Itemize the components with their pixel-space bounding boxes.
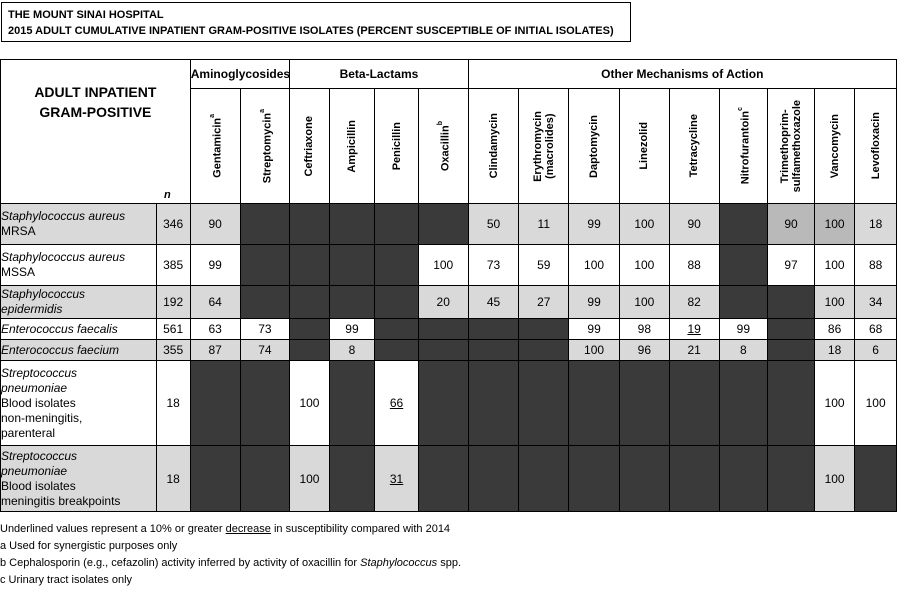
susceptibility-cell: 100 xyxy=(290,361,329,446)
susceptibility-cell: 100 xyxy=(814,286,854,319)
susceptibility-cell xyxy=(719,286,768,319)
susceptibility-cell xyxy=(719,446,768,512)
susceptibility-cell xyxy=(468,446,519,512)
organism-name: Streptococcus pneumoniae Blood isolates meningitis breakpoints xyxy=(1,446,157,512)
organism-name: Staphylococcus aureus MSSA xyxy=(1,245,157,286)
susceptibility-cell xyxy=(418,319,468,340)
table-row xyxy=(1,319,897,340)
susceptibility-cell xyxy=(418,361,468,446)
organism-name: Enterococcus faecalis xyxy=(1,319,157,340)
susceptibility-cell xyxy=(619,361,669,446)
susceptibility-cell: 59 xyxy=(519,245,569,286)
susceptibility-cell xyxy=(290,286,329,319)
susceptibility-cell: 99 xyxy=(569,319,620,340)
susceptibility-cell xyxy=(240,361,290,446)
susceptibility-cell xyxy=(190,361,240,446)
susceptibility-cell: 100 xyxy=(814,204,854,245)
susceptibility-cell xyxy=(375,319,419,340)
susceptibility-cell xyxy=(418,340,468,361)
susceptibility-cell xyxy=(329,245,375,286)
susceptibility-cell xyxy=(719,361,768,446)
susceptibility-cell xyxy=(240,245,290,286)
susceptibility-cell xyxy=(768,361,815,446)
susceptibility-cell: 68 xyxy=(855,319,897,340)
susceptibility-cell: 99 xyxy=(719,319,768,340)
table-row xyxy=(1,361,897,446)
susceptibility-cell: 100 xyxy=(814,361,854,446)
susceptibility-cell: 6 xyxy=(855,340,897,361)
footnote-underline: Underlined values represent a 10% or greater decrease in susceptibility compared with 2014 xyxy=(0,523,451,535)
susceptibility-cell: 11 xyxy=(519,204,569,245)
susceptibility-cell xyxy=(519,340,569,361)
susceptibility-cell xyxy=(468,361,519,446)
susceptibility-cell: 50 xyxy=(468,204,519,245)
susceptibility-cell: 90 xyxy=(190,204,240,245)
susceptibility-cell xyxy=(468,340,519,361)
susceptibility-cell xyxy=(240,204,290,245)
drug-header-12: Trimethoprim- sulfamethoxazole xyxy=(768,89,815,204)
susceptibility-cell xyxy=(329,286,375,319)
table-row xyxy=(1,204,897,245)
isolate-count: 355 xyxy=(156,340,190,361)
susceptibility-cell: 100 xyxy=(569,340,620,361)
susceptibility-cell: 74 xyxy=(240,340,290,361)
susceptibility-cell: 8 xyxy=(329,340,375,361)
drug-header-3: Ampicillin xyxy=(329,89,375,204)
susceptibility-cell: 99 xyxy=(190,245,240,286)
table-row xyxy=(1,286,897,319)
susceptibility-cell xyxy=(519,319,569,340)
antibiogram-table xyxy=(0,59,897,512)
susceptibility-cell: 18 xyxy=(855,204,897,245)
organism-name: Staphylococcus aureus MRSA xyxy=(1,204,157,245)
drug-header-9: Linezolid xyxy=(619,89,669,204)
organism-name: Staphylococcus epidermidis xyxy=(1,286,157,319)
susceptibility-cell xyxy=(375,245,419,286)
susceptibility-cell xyxy=(669,361,719,446)
footnote-b: b Cephalosporin (e.g., cefazolin) activity inferred by activity of oxacillin for Staphylococcus spp. xyxy=(0,557,462,569)
susceptibility-cell: 18 xyxy=(814,340,854,361)
drug-header-0: Gentamicin$^a$ xyxy=(190,89,240,204)
susceptibility-cell: 45 xyxy=(468,286,519,319)
susceptibility-cell xyxy=(569,446,620,512)
table-row xyxy=(1,340,897,361)
drug-header-11: Nitrofurantoin$^c$ xyxy=(719,89,768,204)
isolate-count: 18 xyxy=(156,446,190,512)
susceptibility-cell: 100 xyxy=(814,245,854,286)
susceptibility-cell: 8 xyxy=(719,340,768,361)
isolate-count: 346 xyxy=(156,204,190,245)
susceptibility-cell: 99 xyxy=(569,204,620,245)
susceptibility-cell: 98 xyxy=(619,319,669,340)
susceptibility-cell xyxy=(375,340,419,361)
susceptibility-cell: 88 xyxy=(855,245,897,286)
group-header-aminoglycosides: Aminoglycosides xyxy=(190,60,290,89)
susceptibility-cell: 100 xyxy=(290,446,329,512)
susceptibility-cell: 99 xyxy=(569,286,620,319)
susceptibility-cell: 27 xyxy=(519,286,569,319)
susceptibility-cell xyxy=(418,446,468,512)
susceptibility-cell xyxy=(719,245,768,286)
susceptibility-cell: 90 xyxy=(768,204,815,245)
susceptibility-cell: 73 xyxy=(240,319,290,340)
susceptibility-cell: 96 xyxy=(619,340,669,361)
n-column-label: n xyxy=(164,189,171,201)
report-title-box xyxy=(1,2,631,42)
susceptibility-cell: 21 xyxy=(669,340,719,361)
susceptibility-cell: 99 xyxy=(329,319,375,340)
drug-header-4: Penicillin xyxy=(375,89,419,204)
susceptibility-cell xyxy=(290,204,329,245)
organism-name: Streptococcus pneumoniae Blood isolates non-meningitis, parenteral xyxy=(1,361,157,446)
susceptibility-cell: 64 xyxy=(190,286,240,319)
susceptibility-cell xyxy=(519,446,569,512)
susceptibility-cell xyxy=(290,319,329,340)
susceptibility-cell xyxy=(468,319,519,340)
susceptibility-cell xyxy=(240,286,290,319)
susceptibility-cell xyxy=(329,446,375,512)
susceptibility-cell: 100 xyxy=(619,245,669,286)
drug-header-6: Clindamycin xyxy=(468,89,519,204)
report-title: 2015 ADULT CUMULATIVE INPATIENT GRAM-POSITIVE ISOLATES (PERCENT SUSCEPTIBLE OF INITIAL ISOLATES) xyxy=(8,25,614,37)
susceptibility-cell: 100 xyxy=(418,245,468,286)
footnotes xyxy=(0,521,461,589)
susceptibility-cell: 97 xyxy=(768,245,815,286)
susceptibility-cell xyxy=(329,204,375,245)
susceptibility-cell xyxy=(719,204,768,245)
group-header-beta-lactams: Beta-Lactams xyxy=(290,60,468,89)
table-row xyxy=(1,245,897,286)
table-row xyxy=(1,446,897,512)
susceptibility-cell xyxy=(190,446,240,512)
isolate-count: 192 xyxy=(156,286,190,319)
susceptibility-cell: 82 xyxy=(669,286,719,319)
susceptibility-cell: 100 xyxy=(619,204,669,245)
susceptibility-cell: 100 xyxy=(814,446,854,512)
organism-name: Enterococcus faecium xyxy=(1,340,157,361)
susceptibility-cell: 34 xyxy=(855,286,897,319)
susceptibility-cell xyxy=(375,204,419,245)
susceptibility-cell: 86 xyxy=(814,319,854,340)
susceptibility-cell xyxy=(855,446,897,512)
susceptibility-cell xyxy=(768,319,815,340)
susceptibility-cell: 31 xyxy=(375,446,419,512)
drug-header-5: Oxacillin$^b$ xyxy=(418,89,468,204)
table-corner-header xyxy=(1,60,191,204)
group-header-other-mechanisms: Other Mechanisms of Action xyxy=(468,60,896,89)
susceptibility-cell: 19 xyxy=(669,319,719,340)
susceptibility-cell xyxy=(619,446,669,512)
susceptibility-cell xyxy=(290,245,329,286)
drug-header-10: Tetracycline xyxy=(669,89,719,204)
susceptibility-cell: 63 xyxy=(190,319,240,340)
susceptibility-cell: 90 xyxy=(669,204,719,245)
susceptibility-cell: 73 xyxy=(468,245,519,286)
susceptibility-cell: 66 xyxy=(375,361,419,446)
drug-header-7: Erythromycin (macrolides) xyxy=(519,89,569,204)
susceptibility-cell xyxy=(418,204,468,245)
susceptibility-cell xyxy=(290,340,329,361)
susceptibility-cell xyxy=(519,361,569,446)
susceptibility-cell xyxy=(768,286,815,319)
drug-header-14: Levofloxacin xyxy=(855,89,897,204)
susceptibility-cell: 88 xyxy=(669,245,719,286)
footnote-c: c Urinary tract isolates only xyxy=(0,574,133,586)
susceptibility-cell: 100 xyxy=(619,286,669,319)
isolate-count: 385 xyxy=(156,245,190,286)
susceptibility-cell: 20 xyxy=(418,286,468,319)
isolate-count: 561 xyxy=(156,319,190,340)
susceptibility-cell xyxy=(569,361,620,446)
corner-title-line2: GRAM-POSITIVE xyxy=(39,104,152,120)
susceptibility-cell xyxy=(375,286,419,319)
table-body xyxy=(1,204,897,512)
susceptibility-cell xyxy=(768,340,815,361)
susceptibility-cell xyxy=(669,446,719,512)
footnote-a: a Used for synergistic purposes only xyxy=(0,540,178,552)
susceptibility-cell xyxy=(329,361,375,446)
corner-title-line1: ADULT INPATIENT xyxy=(34,84,157,100)
hospital-name: THE MOUNT SINAI HOSPITAL xyxy=(8,9,164,21)
drug-header-13: Vancomycin xyxy=(814,89,854,204)
susceptibility-cell xyxy=(768,446,815,512)
drug-header-8: Daptomycin xyxy=(569,89,620,204)
susceptibility-cell: 87 xyxy=(190,340,240,361)
drug-header-1: Streptomycin$^a$ xyxy=(240,89,290,204)
isolate-count: 18 xyxy=(156,361,190,446)
drug-header-2: Ceftriaxone xyxy=(290,89,329,204)
susceptibility-cell: 100 xyxy=(569,245,620,286)
susceptibility-cell xyxy=(240,446,290,512)
susceptibility-cell: 100 xyxy=(855,361,897,446)
